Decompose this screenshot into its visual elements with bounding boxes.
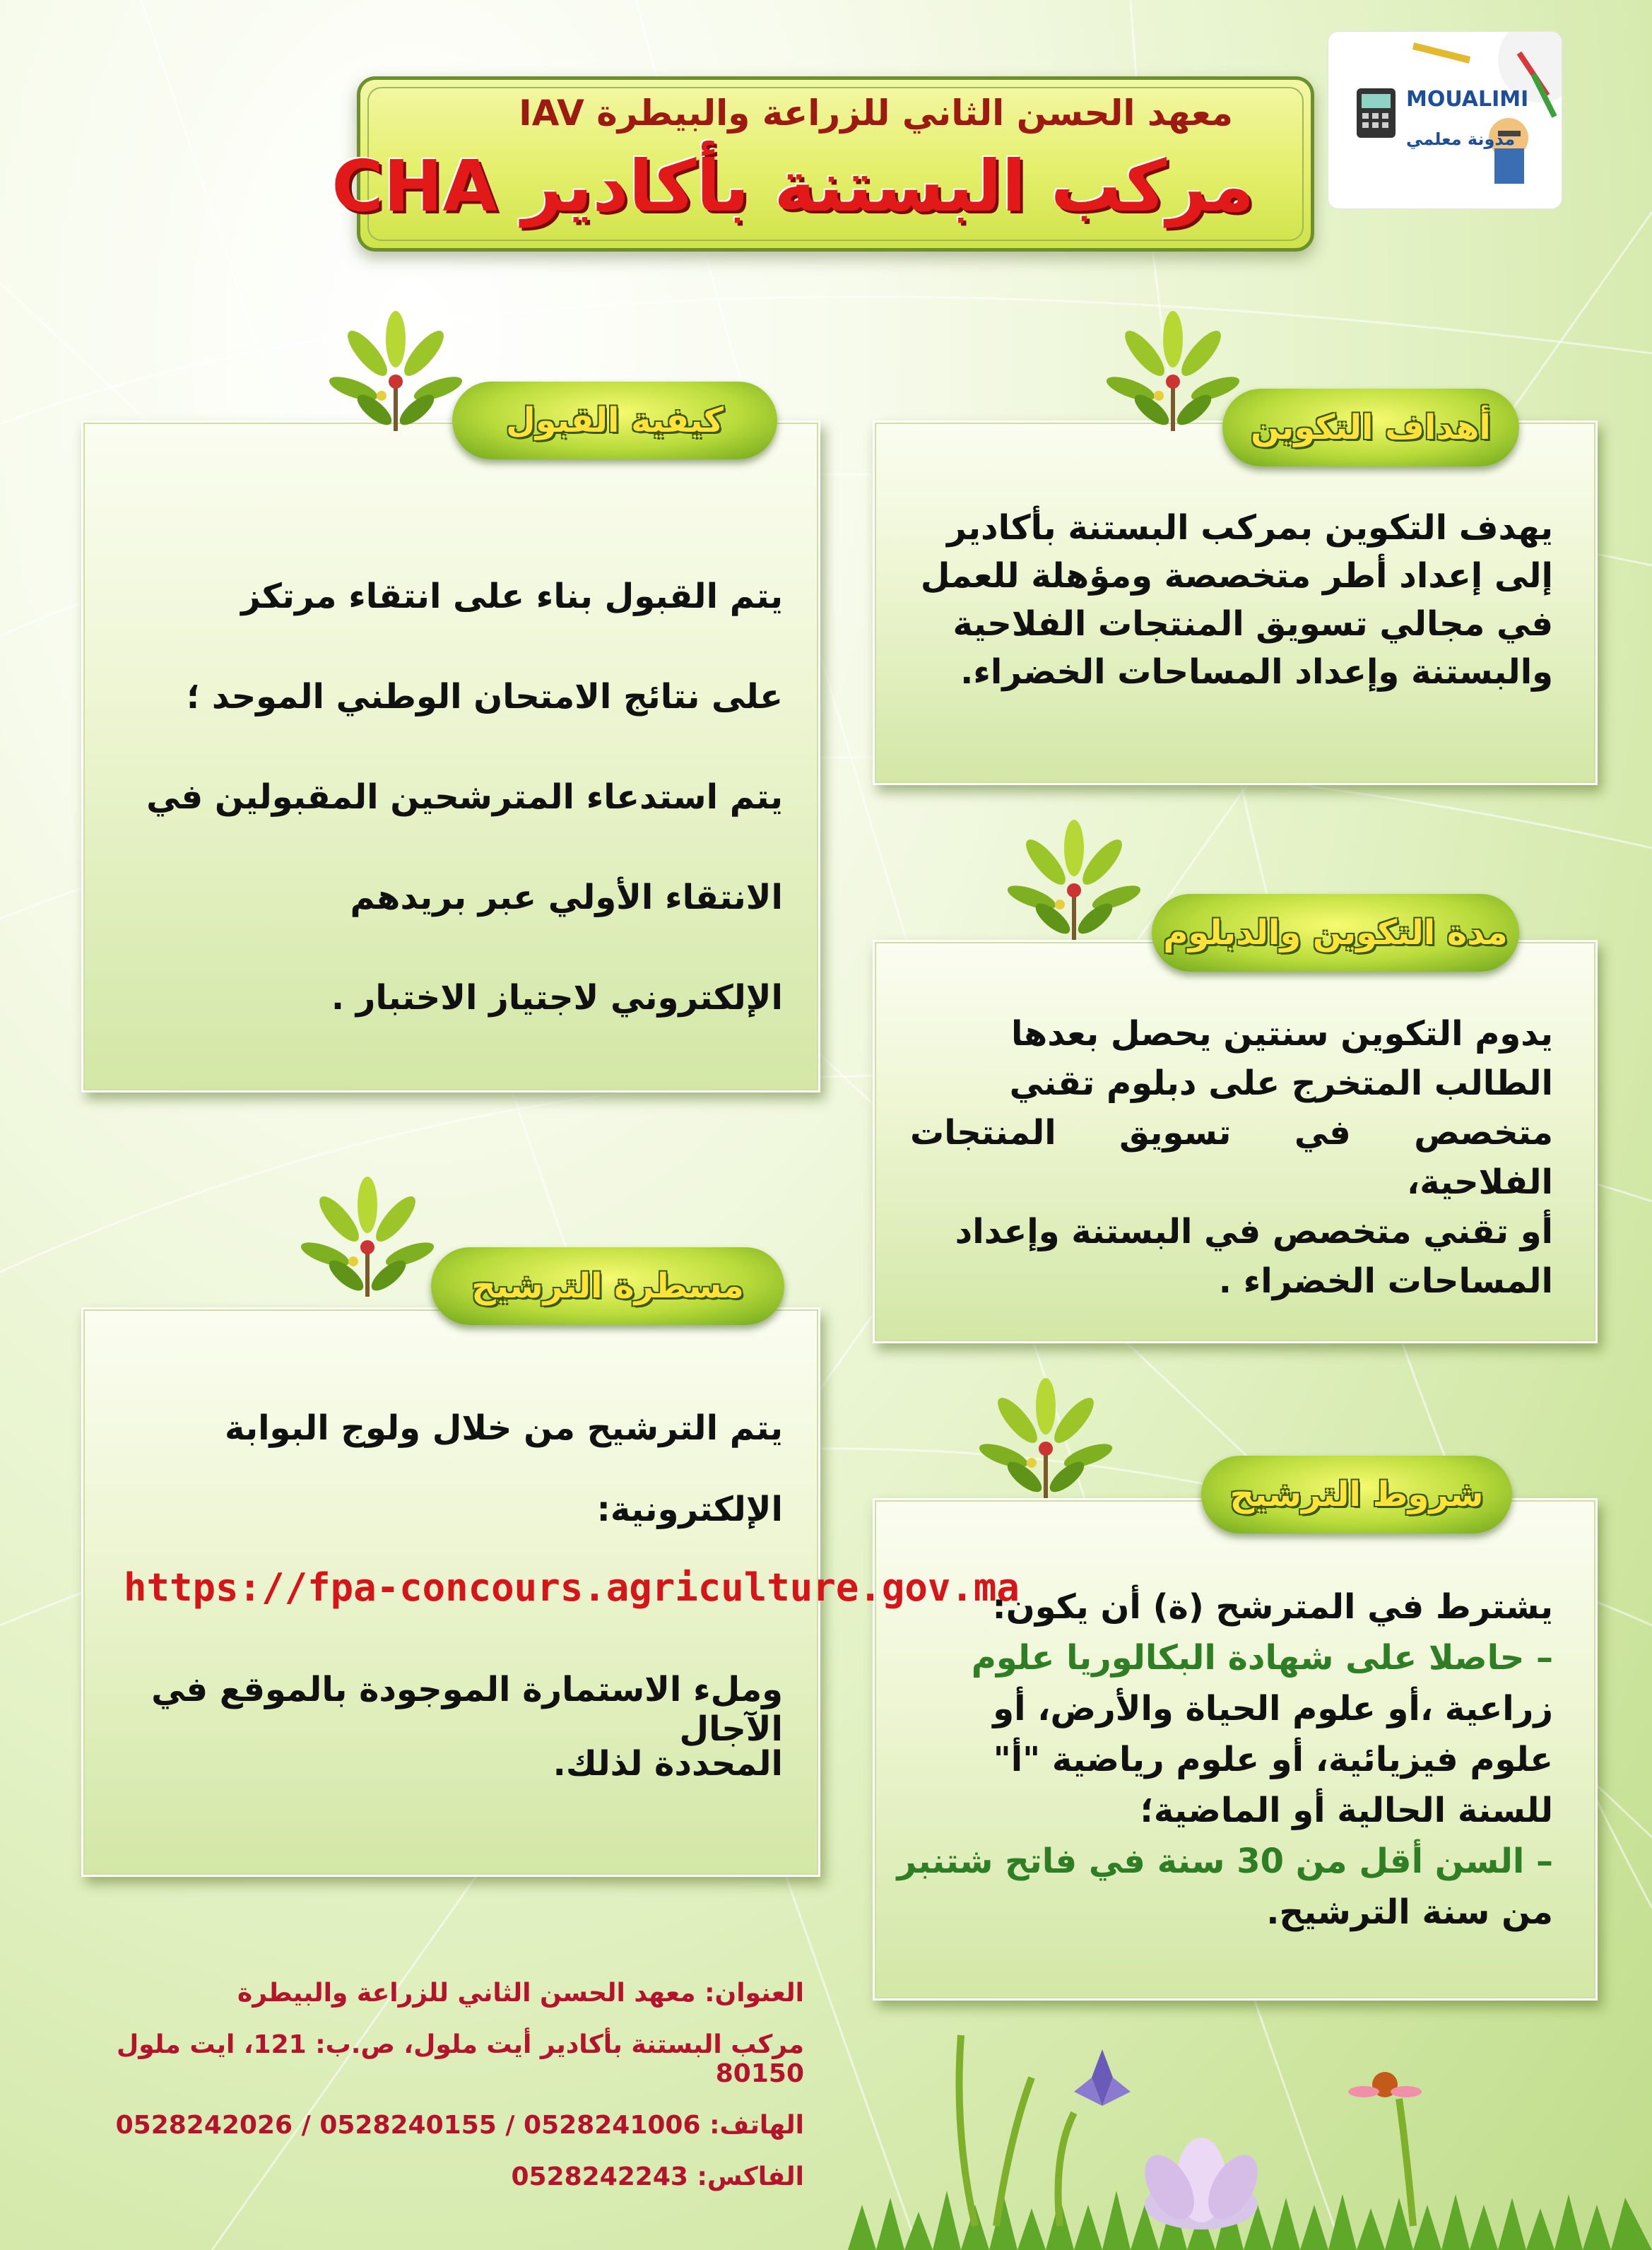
- contact-footer: [98, 1979, 804, 2214]
- duration-line: متخصص في تسويق المنتجات الفلاحية،: [910, 1113, 1553, 1202]
- moualimi-logo: [1328, 32, 1562, 208]
- header-banner: [331, 76, 1314, 252]
- admission-card: [81, 420, 820, 1092]
- grass-flowers-decoration: [848, 1993, 1652, 2250]
- objectives-line: إلى إعداد أطر متخصصة ومؤهلة للعمل: [920, 556, 1553, 596]
- conditions-line: زراعية ،أو علوم الحياة والأرض، أو: [993, 1689, 1553, 1728]
- address-line: العنوان: معهد الحسن الثاني للزراعة والبيطرة: [237, 1979, 804, 2008]
- page-title: مركب البستنة بأكادير CHA: [331, 145, 1254, 228]
- objectives-line: في مجالي تسويق المنتجات الفلاحية: [952, 604, 1553, 644]
- procedure-tab: [431, 1247, 784, 1325]
- address-line: مركب البستنة بأكادير أيت ملول، ص.ب: 121، ايت ملول 80150: [117, 2030, 804, 2088]
- duration-tab: [1152, 894, 1519, 972]
- conditions-text: [896, 1582, 1553, 1938]
- admission-line: يتم القبول بناء على انتقاء مرتكز: [241, 577, 783, 616]
- fax-line: الفاكس: 0528242243: [511, 2162, 804, 2191]
- phone-line: الهاتف: 0528241006 / 0528240155 / 0528242026: [115, 2111, 804, 2140]
- iris-flower-icon: [1074, 2049, 1131, 2106]
- plant-icon: [1003, 820, 1145, 954]
- procedure-line: يتم الترشيح من خلال ولوج البوابة: [224, 1408, 783, 1448]
- objectives-tab: [1222, 389, 1519, 466]
- admission-text: [119, 546, 783, 1048]
- conditions-line: – السن أقل من 30 سنة في فاتح شتنبر: [897, 1842, 1553, 1881]
- objectives-title: أهداف التكوين: [1251, 408, 1491, 447]
- objectives-card: [873, 420, 1598, 785]
- logo-subtitle: مدونة معلمي: [1406, 129, 1516, 149]
- objectives-text: [910, 504, 1553, 696]
- duration-line: المساحات الخضراء .: [1218, 1261, 1553, 1301]
- duration-line: يدوم التكوين سنتين يحصل بعدها: [1011, 1014, 1553, 1054]
- duration-line: الطالب المتخرج على دبلوم تقني: [1009, 1064, 1553, 1103]
- conditions-title: شروط الترشيح: [1229, 1475, 1484, 1514]
- conditions-line: من سنة الترشيح.: [1266, 1892, 1553, 1932]
- application-portal-link[interactable]: https://fpa-concours.agriculture.gov.ma: [124, 1565, 1020, 1610]
- logo-brand: MOUALIMI: [1406, 87, 1529, 112]
- conditions-tab: [1201, 1456, 1512, 1533]
- duration-text: [910, 1009, 1553, 1306]
- conditions-line: علوم فيزيائية، أو علوم رياضية "أ": [993, 1740, 1553, 1779]
- objectives-line: والبستنة وإعداد المساحات الخضراء.: [960, 652, 1553, 692]
- conditions-line: – حاصلا على شهادة البكالوريا علوم: [971, 1638, 1553, 1678]
- procedure-line: المحددة لذلك.: [553, 1744, 783, 1784]
- admission-line: يتم استدعاء المترشحين المقبولين في: [146, 777, 783, 817]
- procedure-line: الإلكترونية:: [596, 1490, 783, 1529]
- plant-icon: [297, 1177, 438, 1311]
- objectives-line: يهدف التكوين بمركب البستنة بأكادير: [947, 508, 1553, 548]
- duration-line: أو تقني متخصص في البستنة وإعداد: [955, 1212, 1553, 1251]
- admission-line: الإلكتروني لاجتياز الاختبار .: [331, 978, 783, 1018]
- echinacea-flower-icon: [1348, 2072, 1422, 2097]
- admission-line: الانتقاء الأولي عبر بريدهم: [350, 878, 783, 917]
- conditions-line: للسنة الحالية أو الماضية؛: [1140, 1791, 1553, 1830]
- procedure-title: مسطرة الترشيح: [471, 1266, 744, 1306]
- plant-icon: [325, 311, 466, 445]
- admission-tab: [452, 382, 777, 459]
- institute-name: معهد الحسن الثاني للزراعة والبيطرة IAV: [519, 93, 1233, 134]
- conditions-line: يشترط في المترشح (ة) أن يكون:: [992, 1587, 1553, 1627]
- duration-title: مدة التكوين والدبلوم: [1163, 913, 1508, 953]
- duration-card: [873, 940, 1598, 1343]
- admission-title: كيفية القبول: [506, 401, 724, 440]
- lotus-flower-icon: [1135, 2138, 1268, 2230]
- logo-illustration-icon: [1328, 32, 1562, 208]
- admission-line: على نتائج الامتحان الوطني الموحد ؛: [186, 677, 783, 717]
- procedure-line: وملء الاستمارة الموجودة بالموقع في الآجال: [151, 1670, 783, 1749]
- plant-icon: [975, 1378, 1116, 1512]
